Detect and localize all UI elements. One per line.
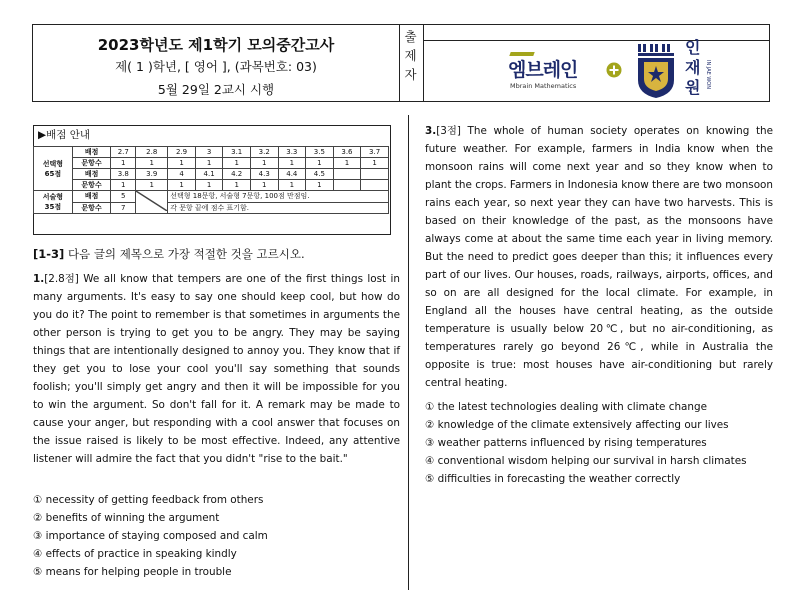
question-points: [2.8점] — [44, 273, 79, 285]
answer-option[interactable]: ④ effects of practice in speaking kindly — [33, 548, 237, 560]
table-cell: 4.1 — [195, 169, 223, 180]
table-cell: 1 — [136, 180, 168, 191]
table-cell: 1 — [168, 158, 196, 169]
exam-subject-line: 제( 1 )학년, [ 영어 ], (과목번호: 03) — [115, 59, 317, 74]
table-cell: 2.8 — [136, 147, 168, 158]
answer-option[interactable]: ② benefits of winning the argument — [33, 512, 220, 524]
exam-date-line: 5월 29일 2교시 시행 — [157, 82, 275, 97]
table-cell: 2.9 — [168, 147, 196, 158]
table-cell: 1 — [111, 158, 136, 169]
table-cell: 1 — [168, 180, 196, 191]
mbrain-subtitle: Mbrain Mathematics — [510, 82, 577, 90]
answer-option[interactable]: ③ importance of staying composed and calm — [33, 530, 268, 542]
answer-option[interactable]: ④ conventional wisdom helping our survival in harsh climates — [425, 455, 747, 467]
shield-icon — [636, 42, 684, 100]
score-note: 각 문항 끝에 점수 표기함. — [168, 202, 389, 214]
table-cell: 3.5 — [306, 147, 334, 158]
diagonal-cell — [136, 191, 168, 214]
row-label: 문항수 — [72, 180, 111, 191]
table-cell: 4 — [168, 169, 196, 180]
passage-text: We all know that tempers are one of the first things lost in many arguments. It's easy to say one should keep cool, but how do you do it? The point to remember is that sometimes in arguments the other person is trying to get you to be angry. They may be saying things that are intentionally designed to annoy you. They know that if they get you to lose your cool you'll say something that sounds foolish; you'll simply get angry and then it will be impossible for you to win the argument. So don't fall for it. A remark may be made to cause your anger, but responding with a cool answer that focuses on the issue raised is likely to be most effective. Indeed, any attentive listener will admire the fact that you didn't "rise to the bait." — [33, 273, 400, 465]
row-label: 배점 — [72, 191, 111, 203]
table-cell: 2.7 — [111, 147, 136, 158]
table-cell: 3.9 — [136, 169, 168, 180]
table-cell — [333, 180, 361, 191]
table-cell: 1 — [250, 180, 278, 191]
table-cell: 4.2 — [223, 169, 251, 180]
table-cell: 1 — [195, 180, 223, 191]
group-label — [34, 191, 73, 214]
answer-option[interactable]: ⑤ difficulties in forecasting the weather correctly — [425, 473, 681, 485]
question-number: 1. — [33, 273, 45, 285]
mbrain-name: 엠브레인 — [508, 59, 578, 81]
row-label: 배점 — [72, 147, 111, 158]
group-label-b: 35점 — [44, 203, 62, 211]
question-instruction — [33, 246, 305, 262]
table-cell: 1 — [250, 158, 278, 169]
table-row — [34, 147, 389, 158]
table-row — [34, 180, 389, 191]
group-label — [34, 147, 73, 191]
injaewon-name — [685, 38, 700, 98]
table-cell: 1 — [278, 158, 306, 169]
table-cell: 3.1 — [223, 147, 251, 158]
table-row — [34, 202, 389, 214]
injaewon-char: 인 — [685, 38, 701, 57]
column-divider — [408, 115, 409, 590]
author-char: 출 — [404, 29, 417, 44]
score-note: 선택형 18문항, 서술형 7문항, 100점 만점임. — [168, 191, 389, 203]
question-3-passage — [425, 122, 773, 392]
answer-option[interactable]: ① the latest technologies dealing with climate change — [425, 401, 707, 413]
table-cell: 7 — [111, 202, 136, 214]
answer-option[interactable]: ⑤ means for helping people in trouble — [33, 566, 232, 578]
table-cell: 1 — [278, 180, 306, 191]
author-char: 제 — [404, 48, 417, 63]
table-cell: 1 — [361, 158, 389, 169]
table-cell: 1 — [136, 158, 168, 169]
plus-icon — [606, 62, 622, 78]
answer-option[interactable]: ③ weather patterns influenced by rising temperatures — [425, 437, 707, 449]
table-cell: 3.8 — [111, 169, 136, 180]
question-points: [3점] — [436, 125, 461, 137]
row-label: 문항수 — [72, 202, 111, 214]
group-label-b: 65점 — [44, 169, 62, 178]
table-cell: 5 — [111, 191, 136, 203]
table-cell: 4.3 — [250, 169, 278, 180]
injaewon-emblem — [636, 42, 684, 100]
table-cell: 4.5 — [306, 169, 334, 180]
table-cell — [361, 169, 389, 180]
table-cell: 1 — [223, 158, 251, 169]
passage-text: The whole of human society operates on knowing the future weather. For example, farmers in India know when the monsoon rains will come next year and so they know when to plant the crops. Farmers in Indonesia know there are two monsoon rains each year, so next year they can have two harvests. This is based on their knowledge of the past, as the monsoons have always come at about the same time each year in living memory. But the need to predict goes deeper than this; it influences every part of our lives. Our houses, roads, railways, airports, offices, and so on are all designed for the local climate. For example, in England all the houses have central heating, as the outside temperature is usually below 20℃, but no air-conditioning, as temperatures rarely go beyond 26℃, while in Australia the opposite is true: most houses have air-conditioning but rarely central heating. — [425, 125, 773, 389]
table-cell — [333, 169, 361, 180]
table-cell — [361, 180, 389, 191]
author-label — [398, 24, 424, 102]
table-cell: 3.3 — [278, 147, 306, 158]
table-cell: 1 — [306, 158, 334, 169]
question-1-options — [33, 491, 268, 581]
author-char: 자 — [404, 67, 417, 82]
group-label-a: 선택형 — [42, 159, 63, 168]
row-label: 문항수 — [72, 158, 111, 169]
answer-option[interactable]: ① necessity of getting feedback from others — [33, 494, 264, 506]
table-cell: 1 — [306, 180, 334, 191]
question-1-passage — [33, 270, 400, 468]
mbrain-logo — [508, 52, 600, 94]
table-cell: 3.6 — [333, 147, 361, 158]
score-table — [33, 146, 389, 214]
table-cell: 4.4 — [278, 169, 306, 180]
table-cell: 1 — [195, 158, 223, 169]
table-row — [34, 158, 389, 169]
row-label: 배점 — [72, 169, 111, 180]
instruction-text: 다음 글의 제목으로 가장 적절한 것을 고르시오. — [64, 247, 305, 261]
injaewon-en: IN JAE WON — [705, 60, 711, 89]
score-guide-heading: ▶배점 안내 — [38, 129, 90, 141]
table-cell: 1 — [223, 180, 251, 191]
injaewon-char: 원 — [685, 78, 701, 97]
logo-box-divider — [424, 40, 770, 41]
table-cell: 3.7 — [361, 147, 389, 158]
question-range: [1-3] — [33, 247, 65, 261]
question-number: 3. — [425, 125, 437, 137]
question-3-options — [425, 398, 747, 488]
table-cell: 1 — [333, 158, 361, 169]
exam-title: 2023학년도 제1학기 모의중간고사 — [97, 36, 335, 54]
table-cell: 3.2 — [250, 147, 278, 158]
table-cell: 3 — [195, 147, 223, 158]
answer-option[interactable]: ② knowledge of the climate extensively affecting our lives — [425, 419, 729, 431]
table-row — [34, 191, 389, 203]
table-row — [34, 169, 389, 180]
injaewon-char: 재 — [685, 58, 701, 77]
table-cell: 1 — [111, 180, 136, 191]
group-label-a: 서술형 — [42, 193, 63, 201]
